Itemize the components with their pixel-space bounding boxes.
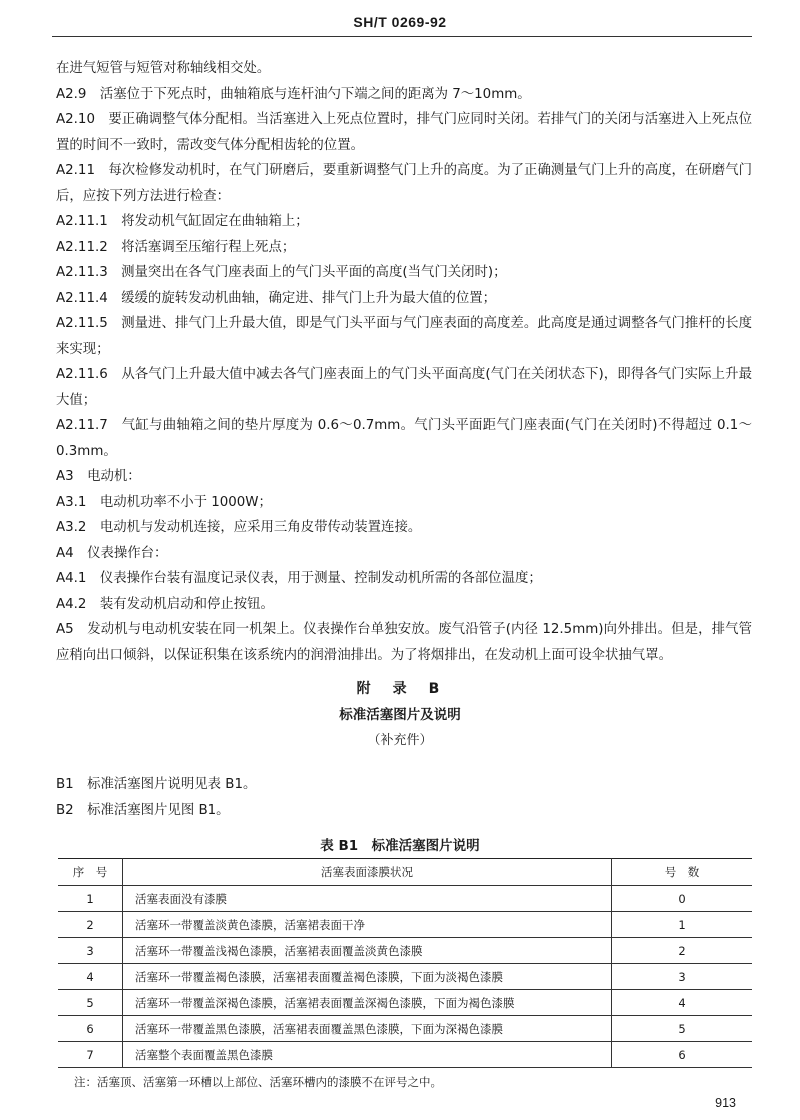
table-row	[58, 964, 752, 990]
table-row	[58, 1016, 752, 1042]
cell-no: 6	[58, 1016, 123, 1042]
cell-desc: 活塞环一带覆盖淡黄色漆膜，活塞裙表面干净	[123, 912, 612, 938]
cell-no: 3	[58, 938, 123, 964]
paragraph: 在进气短管与短管对称轴线相交处。	[56, 61, 271, 76]
paragraph: A2.11.2 将活塞调至压缩行程上死点；	[56, 239, 296, 255]
cell-no: 5	[58, 990, 123, 1016]
cell-desc: 活塞环一带覆盖黑色漆膜，活塞裙表面覆盖黑色漆膜，下面为深褐色漆膜	[123, 1016, 612, 1042]
cell-rank: 6	[612, 1042, 753, 1068]
standard-code-header: SH/T 0269-92	[353, 14, 447, 30]
paragraph: A3.1 电动机功率不小于 1000W；	[56, 494, 272, 510]
cell-rank: 2	[612, 938, 753, 964]
table-row	[58, 938, 752, 964]
cell-desc: 活塞环一带覆盖深褐色漆膜，活塞裙表面覆盖深褐色漆膜，下面为褐色漆膜	[123, 990, 612, 1016]
table-row	[58, 886, 752, 912]
appendix-item: B1 标准活塞图片说明见表 B1。	[56, 777, 257, 792]
paragraph: A2.11.1 将发动机气缸固定在曲轴箱上；	[56, 214, 309, 229]
cell-rank: 5	[612, 1016, 753, 1042]
paragraph: A2.11.5 测量进、排气门上升最大值，即是气门头平面与气门座表面的高度差。此高度是通过调整各气门推杆的长度来实现；	[56, 316, 752, 357]
paragraph: A2.11.6 从各气门上升最大值中减去各气门座表面上的气门头平面高度(气门在关闭状态下)，即得各气门实际上升最大值；	[56, 367, 752, 408]
table-row	[58, 912, 752, 938]
paragraph: A4.2 装有发动机启动和停止按钮。	[56, 596, 274, 612]
table-row	[58, 1042, 752, 1068]
cell-rank: 1	[612, 912, 753, 938]
paragraph: A2.11 每次检修发动机时，在气门研磨后，要重新调整气门上升的高度。为了正确测量气门上升的高度，在研磨气门后，应按下列方法进行检查：	[56, 163, 752, 204]
paragraph: A2.11.3 测量突出在各气门座表面上的气门头平面的高度(当气门关闭时)；	[56, 265, 507, 280]
paragraph: A2.11.4 缓缓的旋转发动机曲轴，确定进、排气门上升为最大值的位置；	[56, 290, 497, 306]
paragraph: A4.1 仪表操作台装有温度记录仪表，用于测量、控制发动机所需的各部位温度；	[56, 571, 542, 586]
cell-rank: 0	[612, 886, 753, 912]
cell-no: 1	[58, 886, 123, 912]
table-header-row	[58, 859, 752, 886]
piston-rating-table	[58, 858, 752, 1068]
paragraph: A4 仪表操作台：	[56, 545, 168, 561]
table-row	[58, 990, 752, 1016]
appendix-b-items	[56, 772, 752, 824]
cell-no: 2	[58, 912, 123, 938]
cell-desc: 活塞环一带覆盖褐色漆膜，活塞裙表面覆盖褐色漆膜，下面为淡褐色漆膜	[123, 964, 612, 990]
appendix-subtitle: 标准活塞图片及说明	[339, 707, 461, 723]
cell-rank: 3	[612, 964, 753, 990]
column-header-desc: 活塞表面漆膜状况	[123, 859, 612, 886]
cell-no: 4	[58, 964, 123, 990]
appendix-b-heading	[0, 676, 800, 754]
appendix-title: 附 录 B	[356, 681, 444, 697]
cell-desc: 活塞环一带覆盖浅褐色漆膜，活塞裙表面覆盖淡黄色漆膜	[123, 938, 612, 964]
paragraph: A3 电动机：	[56, 469, 141, 484]
column-header-no: 序 号	[58, 859, 123, 886]
cell-rank: 4	[612, 990, 753, 1016]
cell-no: 7	[58, 1042, 123, 1068]
paragraph: A5 发动机与电动机安装在同一机架上。仪表操作台单独安放。废气沿管子(内径 12.5mm)向外排出。但是，排气管应稍向出口倾斜，以保证积集在该系统内的润滑油排出。为了将烟排出，在发动机上面可设伞状抽气罩。	[56, 622, 752, 663]
header-divider	[52, 36, 752, 37]
appendix-a-body	[56, 56, 752, 668]
table-caption: 表 B1 标准活塞图片说明	[320, 838, 480, 854]
appendix-item: B2 标准活塞图片见图 B1。	[56, 803, 230, 818]
paragraph: A3.2 电动机与发动机连接，应采用三角皮带传动装置连接。	[56, 520, 422, 535]
paragraph: A2.10 要正确调整气体分配相。当活塞进入上死点位置时，排气门应同时关闭。若排气门的关闭与活塞进入上死点位置的时间不一致时，需改变气体分配相齿轮的位置。	[56, 112, 752, 153]
column-header-rank: 号 数	[612, 859, 753, 886]
page-number: 913	[715, 1096, 736, 1110]
paragraph: A2.11.7 气缸与曲轴箱之间的垫片厚度为 0.6～0.7mm。气门头平面距气门座表面(气门在关闭时)不得超过 0.1～0.3mm。	[56, 418, 752, 459]
paragraph: A2.9 活塞位于下死点时，曲轴箱底与连杆油勺下端之间的距离为 7～10mm。	[56, 86, 531, 102]
table-footnote: 注：活塞顶、活塞第一环槽以上部位、活塞环槽内的漆膜不在评号之中。	[74, 1075, 442, 1089]
appendix-note: （补充件）	[367, 733, 433, 748]
cell-desc: 活塞表面没有漆膜	[123, 886, 612, 912]
cell-desc: 活塞整个表面覆盖黑色漆膜	[123, 1042, 612, 1068]
